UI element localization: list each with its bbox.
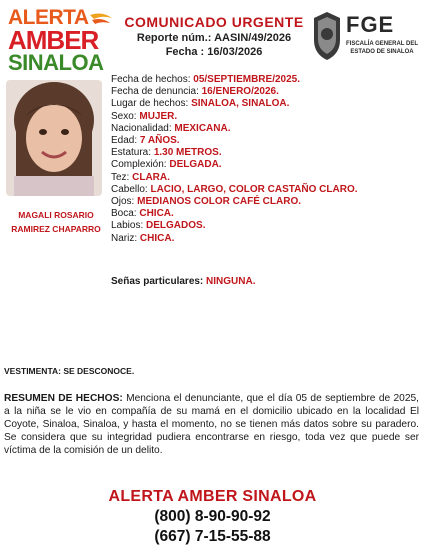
detail-row: Nariz: CHICA. <box>111 232 175 244</box>
detail-row: Fecha de denuncia: 16/ENERO/2026. <box>111 86 279 98</box>
detail-row: Complexión: DELGADA. <box>111 159 222 171</box>
logo-line-sinaloa: SINALOA <box>8 50 104 75</box>
logo-line-amber: AMBER <box>8 25 99 55</box>
footer-contact <box>0 488 425 546</box>
logo-line-alerta: ALERTA <box>8 6 89 29</box>
report-number: Reporte núm.: AASIN/49/2026 <box>136 32 292 44</box>
detail-row: Nacionalidad: MEXICANA. <box>111 122 231 134</box>
detail-row: Sexo: MUJER. <box>111 110 178 122</box>
phone-number: (667) 7-15-55-88 <box>154 528 271 545</box>
summary-text: Menciona el denunciante, que el día 05 de septiembre de 2025, a la niña se le vio en compañía de su mamá en el domicilio ubicado en la localidad El Coyote, Sinaloa, Sinaloa, y hasta el momento, no se tienen más datos sobre su paradero. Se considera que su integridad pudiera encontrarse en riesgo, toda vez que puede ser víctima de la comisión de un delito. <box>4 393 419 456</box>
detail-row: Fecha de hechos: 05/SEPTIEMBRE/2025. <box>111 74 300 85</box>
fge-name: FGE <box>346 12 395 37</box>
detail-row: Labios: DELGADOS. <box>111 220 206 232</box>
footer-title: ALERTA AMBER SINALOA <box>108 488 317 505</box>
clothing: VESTIMENTA: SE DESCONOCE. <box>4 366 135 376</box>
detail-row: Boca: CHICA. <box>111 208 174 220</box>
detail-row: Ojos: MEDIANOS COLOR CAFÉ CLARO. <box>111 196 302 208</box>
phone-number: (800) 8-90-90-92 <box>154 508 271 525</box>
state-seal-icon <box>312 10 342 62</box>
bulletin-header <box>120 14 308 58</box>
detail-row: Lugar de hechos: SINALOA, SINALOA. <box>111 98 290 110</box>
detail-row: Estatura: 1.30 METROS. <box>111 147 222 159</box>
person-name <box>0 208 112 236</box>
distinguishing-marks: Señas particulares: NINGUNA. <box>111 276 256 287</box>
detail-row: Cabello: LACIO, LARGO, COLOR CASTAÑO CLARO. <box>111 183 358 195</box>
person-name-line1: MAGALI ROSARIO <box>18 210 94 220</box>
report-date: Fecha : 16/03/2026 <box>165 46 263 58</box>
fge-logo <box>312 10 420 66</box>
details-list <box>111 74 421 245</box>
alerta-amber-logo <box>4 6 114 75</box>
bulletin-title: COMUNICADO URGENTE <box>124 14 304 30</box>
summary-of-facts: RESUMEN DE HECHOS: Menciona el denunciante, que el día 05 de septiembre de 2025, a la niña se le vio en compañía de su mamá en el domicilio ubicado en la localidad El Coyote, Sinaloa, Sinaloa, y hasta el momento, no se tienen más datos sobre su paradero. Se considera que su integridad pudiera encontrarse en riesgo, toda vez que puede ser víctima de la comisión de un delito. <box>4 393 419 456</box>
missing-person-photo <box>6 80 102 196</box>
detail-row: Edad: 7 AÑOS. <box>111 135 180 147</box>
person-name-line2: RAMIREZ CHAPARRO <box>11 224 101 234</box>
fge-subtitle: FISCALÍA GENERAL DEL ESTADO DE SINALOA <box>346 41 419 55</box>
detail-row: Tez: CLARA. <box>111 171 170 183</box>
